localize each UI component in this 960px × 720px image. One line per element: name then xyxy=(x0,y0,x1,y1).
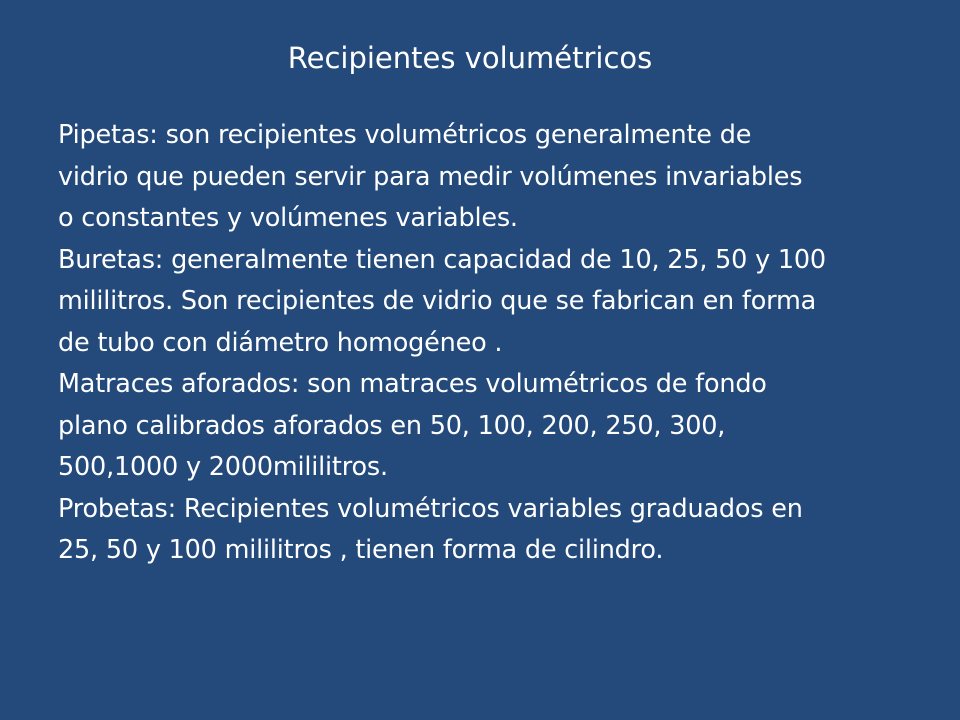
body-line: 25, 50 y 100 mililitros , tienen forma de cilindro. xyxy=(58,535,664,565)
slide-title: Recipientes volumétricos xyxy=(287,41,653,75)
body-line: Pipetas: son recipientes volumétricos generalmente de xyxy=(58,120,752,150)
body-line: vidrio que pueden servir para medir volúmenes invariables xyxy=(58,161,803,192)
body-line: mililitros. Son recipientes de vidrio que se fabrican en forma xyxy=(58,286,817,316)
body-line: o constantes y volúmenes variables. xyxy=(58,203,518,233)
slide-body xyxy=(58,115,910,572)
body-line: plano calibrados aforados en 50, 100, 200, 250, 300, xyxy=(58,410,726,441)
body-line: Matraces aforados: son matraces volumétricos de fondo xyxy=(58,369,767,399)
body-line: Buretas: generalmente tienen capacidad de 10, 25, 50 y 100 xyxy=(58,244,826,275)
body-line: 500,1000 y 2000mililitros. xyxy=(58,452,388,482)
body-line: de tubo con diámetro homogéneo . xyxy=(58,327,503,358)
body-line: Probetas: Recipientes volumétricos variables graduados en xyxy=(58,493,803,524)
